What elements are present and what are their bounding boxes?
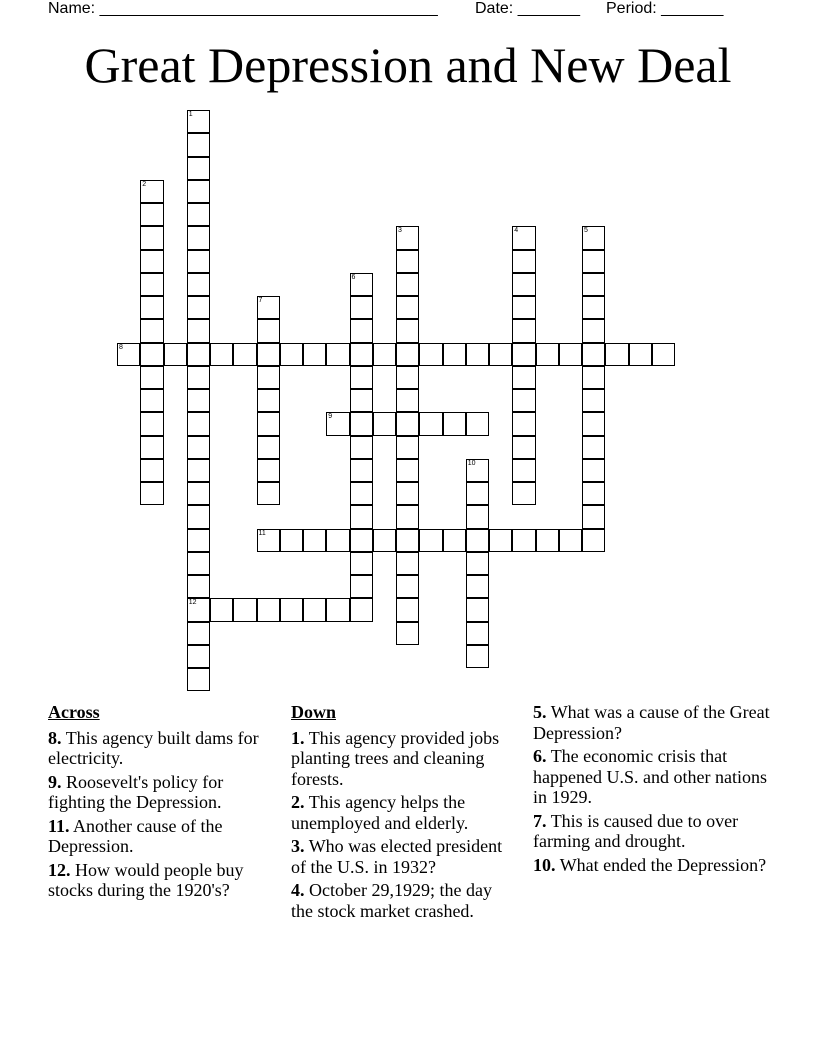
- grid-cell[interactable]: [466, 412, 489, 435]
- grid-cell[interactable]: [140, 343, 163, 366]
- clue-number: 2: [142, 180, 147, 188]
- clue-number: 3: [398, 227, 402, 235]
- grid-cell[interactable]: [164, 343, 187, 366]
- grid-cell[interactable]: [280, 529, 303, 552]
- grid-cell[interactable]: [140, 180, 163, 203]
- clue-across-8: 8. This agency built dams for electricity.: [48, 727, 259, 768]
- grid-cell[interactable]: [466, 482, 489, 505]
- grid-cell[interactable]: [187, 668, 210, 691]
- grid-cell[interactable]: [396, 343, 419, 366]
- grid-cell[interactable]: [140, 482, 163, 505]
- clue-number: 1: [188, 111, 193, 118]
- grid-cell[interactable]: [419, 529, 442, 552]
- grid-cell[interactable]: [187, 110, 210, 133]
- grid-cell[interactable]: [396, 459, 419, 482]
- grid-cell[interactable]: [443, 529, 466, 552]
- grid-cell[interactable]: [257, 389, 280, 412]
- grid-cell[interactable]: [350, 459, 373, 482]
- down-clues-column-continued: [533, 702, 778, 878]
- grid-cell[interactable]: [396, 482, 419, 505]
- grid-cell[interactable]: [280, 343, 303, 366]
- grid-cell[interactable]: [582, 226, 605, 249]
- grid-cell[interactable]: [187, 575, 210, 598]
- grid-cell[interactable]: [582, 505, 605, 528]
- clue-number: 9: [328, 413, 333, 421]
- grid-cell[interactable]: [350, 598, 373, 621]
- grid-cell[interactable]: [396, 273, 419, 296]
- grid-cell[interactable]: [396, 250, 419, 273]
- grid-cell[interactable]: [257, 436, 280, 459]
- grid-cell[interactable]: [303, 529, 326, 552]
- grid-cell[interactable]: [187, 273, 210, 296]
- clue-across-9: 9. Roosevelt's policy for fighting the Depression.: [48, 771, 224, 812]
- grid-cell[interactable]: [512, 273, 535, 296]
- grid-cell[interactable]: [512, 226, 535, 249]
- grid-cell[interactable]: [512, 529, 535, 552]
- grid-cell[interactable]: [512, 389, 535, 412]
- grid-cell[interactable]: [512, 319, 535, 342]
- grid-cell[interactable]: [187, 598, 210, 621]
- grid-cell[interactable]: [350, 552, 373, 575]
- grid-cell[interactable]: [350, 482, 373, 505]
- grid-cell[interactable]: [396, 389, 419, 412]
- clue-number: 7: [258, 297, 263, 304]
- grid-cell[interactable]: [373, 412, 396, 435]
- grid-cell[interactable]: [512, 436, 535, 459]
- clue-number: 6: [351, 273, 356, 281]
- grid-cell[interactable]: [373, 343, 396, 366]
- grid-cell[interactable]: [140, 203, 163, 226]
- grid-cell[interactable]: [443, 343, 466, 366]
- grid-cell[interactable]: [280, 598, 303, 621]
- grid-cell[interactable]: [419, 412, 442, 435]
- grid-cell[interactable]: [326, 343, 349, 366]
- grid-cell[interactable]: [350, 529, 373, 552]
- grid-cell[interactable]: [257, 529, 280, 552]
- grid-cell[interactable]: [652, 343, 675, 366]
- clue-number: 4: [514, 227, 519, 235]
- grid-cell[interactable]: [257, 366, 280, 389]
- grid-cell[interactable]: [140, 412, 163, 435]
- grid-cell[interactable]: [396, 575, 419, 598]
- clue-across-11: 11. Another cause of the Depression.: [48, 815, 223, 856]
- grid-cell[interactable]: [257, 459, 280, 482]
- grid-cell[interactable]: [466, 552, 489, 575]
- grid-cell[interactable]: [466, 598, 489, 621]
- puzzle-title: Great Depression and New Deal: [84, 37, 732, 93]
- grid-cell[interactable]: [582, 482, 605, 505]
- grid-cell[interactable]: [187, 436, 210, 459]
- grid-cell[interactable]: [257, 412, 280, 435]
- grid-cell[interactable]: [187, 226, 210, 249]
- grid-cell[interactable]: [512, 482, 535, 505]
- grid-cell[interactable]: [512, 343, 535, 366]
- grid-cell[interactable]: [187, 459, 210, 482]
- clue-down-6: 6. The economic crisis that happened U.S. and other nations in 1929.: [533, 746, 767, 807]
- grid-cell[interactable]: [187, 366, 210, 389]
- grid-cell[interactable]: [396, 622, 419, 645]
- grid-cell[interactable]: [140, 459, 163, 482]
- grid-cell[interactable]: [396, 505, 419, 528]
- grid-cell[interactable]: [582, 319, 605, 342]
- grid-cell[interactable]: [466, 622, 489, 645]
- grid-cell[interactable]: [140, 296, 163, 319]
- grid-cell[interactable]: [536, 529, 559, 552]
- grid-cell[interactable]: [582, 366, 605, 389]
- grid-cell[interactable]: [582, 529, 605, 552]
- grid-cell[interactable]: [373, 529, 396, 552]
- grid-cell[interactable]: [187, 389, 210, 412]
- grid-cell[interactable]: [443, 412, 466, 435]
- grid-cell[interactable]: [187, 645, 210, 668]
- grid-cell[interactable]: [187, 552, 210, 575]
- grid-cell[interactable]: [210, 343, 233, 366]
- grid-cell[interactable]: [350, 343, 373, 366]
- grid-cell[interactable]: [257, 319, 280, 342]
- grid-cell[interactable]: [187, 157, 210, 180]
- grid-cell[interactable]: [140, 366, 163, 389]
- grid-cell[interactable]: [396, 319, 419, 342]
- clue-down-10: 10. What ended the Depression?: [533, 854, 767, 875]
- clue-down-7: 7. This is caused due to over farming and drought.: [533, 810, 739, 851]
- name-field[interactable]: Name: ______________________________________: [48, 0, 438, 17]
- grid-cell[interactable]: [605, 343, 628, 366]
- grid-cell[interactable]: [396, 412, 419, 435]
- grid-cell[interactable]: [466, 575, 489, 598]
- grid-cell[interactable]: [350, 273, 373, 296]
- grid-cell[interactable]: [396, 366, 419, 389]
- grid-cell[interactable]: [187, 133, 210, 156]
- grid-cell[interactable]: [326, 412, 349, 435]
- grid-cell[interactable]: [396, 529, 419, 552]
- grid-cell[interactable]: [489, 529, 512, 552]
- down-clues-column: [291, 702, 516, 924]
- grid-cell[interactable]: [582, 389, 605, 412]
- grid-cell[interactable]: [326, 529, 349, 552]
- clue-number: 8: [119, 343, 123, 351]
- date-field[interactable]: Date: _______: [475, 0, 580, 17]
- grid-cell[interactable]: [350, 366, 373, 389]
- grid-cell[interactable]: [396, 552, 419, 575]
- grid-cell[interactable]: [257, 343, 280, 366]
- clue-number: 10: [467, 459, 476, 467]
- grid-cell[interactable]: [582, 296, 605, 319]
- grid-cell[interactable]: [350, 436, 373, 459]
- grid-cell[interactable]: [559, 343, 582, 366]
- grid-cell[interactable]: [187, 296, 210, 319]
- grid-cell[interactable]: [466, 529, 489, 552]
- grid-cell[interactable]: [629, 343, 652, 366]
- grid-cell[interactable]: [140, 319, 163, 342]
- grid-cell[interactable]: [187, 482, 210, 505]
- grid-cell[interactable]: [559, 529, 582, 552]
- grid-cell[interactable]: [350, 575, 373, 598]
- grid-cell[interactable]: [582, 343, 605, 366]
- grid-cell[interactable]: [187, 529, 210, 552]
- grid-cell[interactable]: [303, 598, 326, 621]
- grid-cell[interactable]: [466, 505, 489, 528]
- grid-cell[interactable]: [187, 319, 210, 342]
- grid-cell[interactable]: [187, 343, 210, 366]
- grid-cell[interactable]: [489, 343, 512, 366]
- grid-cell[interactable]: [582, 273, 605, 296]
- grid-cell[interactable]: [326, 598, 349, 621]
- grid-cell[interactable]: [303, 343, 326, 366]
- grid-cell[interactable]: [140, 226, 163, 249]
- clue-down-5: 5. What was a cause of the Great Depression?: [533, 702, 770, 743]
- grid-cell[interactable]: [257, 598, 280, 621]
- grid-cell[interactable]: [396, 436, 419, 459]
- grid-cell[interactable]: [536, 343, 559, 366]
- clue-number: 11: [258, 529, 266, 537]
- grid-cell[interactable]: [210, 598, 233, 621]
- grid-cell[interactable]: [582, 412, 605, 435]
- clue-number: 5: [584, 227, 588, 235]
- clue-across-12: 12. How would people buy stocks during the 1920's?: [48, 859, 244, 900]
- down-heading: Down: [291, 702, 337, 722]
- grid-cell[interactable]: [582, 250, 605, 273]
- grid-cell[interactable]: [140, 389, 163, 412]
- clue-down-4: 4. October 29,1929; the day the stock market crashed.: [291, 880, 492, 921]
- grid-cell[interactable]: [140, 436, 163, 459]
- grid-cell[interactable]: [512, 250, 535, 273]
- grid-cell[interactable]: [512, 296, 535, 319]
- clue-number: 12: [188, 599, 197, 607]
- grid-cell[interactable]: [582, 459, 605, 482]
- grid-cell[interactable]: [257, 482, 280, 505]
- grid-cell[interactable]: [233, 598, 256, 621]
- grid-cell[interactable]: [233, 343, 256, 366]
- grid-cell[interactable]: [419, 343, 442, 366]
- grid-cell[interactable]: [350, 505, 373, 528]
- grid-cell[interactable]: [187, 622, 210, 645]
- grid-cell[interactable]: [187, 505, 210, 528]
- grid-cell[interactable]: [350, 319, 373, 342]
- grid-cell[interactable]: [350, 389, 373, 412]
- grid-cell[interactable]: [396, 598, 419, 621]
- across-heading: Across: [48, 702, 100, 722]
- period-field[interactable]: Period: _______: [606, 0, 724, 17]
- grid-cell[interactable]: [350, 412, 373, 435]
- grid-cell[interactable]: [187, 180, 210, 203]
- grid-cell[interactable]: [582, 436, 605, 459]
- clue-down-2: 2. This agency helps the unemployed and elderly.: [291, 792, 469, 833]
- clue-down-1: 1. This agency provided jobs planting trees and cleaning forests.: [291, 727, 500, 789]
- grid-cell[interactable]: [257, 296, 280, 319]
- grid-cell[interactable]: [140, 250, 163, 273]
- grid-cell[interactable]: [187, 412, 210, 435]
- grid-cell[interactable]: [350, 296, 373, 319]
- grid-cell[interactable]: [512, 412, 535, 435]
- grid-cell[interactable]: [512, 459, 535, 482]
- grid-cell[interactable]: [396, 226, 419, 249]
- grid-cell[interactable]: [466, 343, 489, 366]
- across-clues-column: [48, 702, 273, 904]
- grid-cell[interactable]: [466, 645, 489, 668]
- grid-cell[interactable]: [187, 203, 210, 226]
- grid-cell[interactable]: [512, 366, 535, 389]
- clue-down-3: 3. Who was elected president of the U.S. in 1932?: [291, 836, 503, 877]
- grid-cell[interactable]: [140, 273, 163, 296]
- grid-cell[interactable]: [187, 250, 210, 273]
- grid-cell[interactable]: [466, 459, 489, 482]
- grid-cell[interactable]: [396, 296, 419, 319]
- grid-cell[interactable]: [117, 343, 140, 366]
